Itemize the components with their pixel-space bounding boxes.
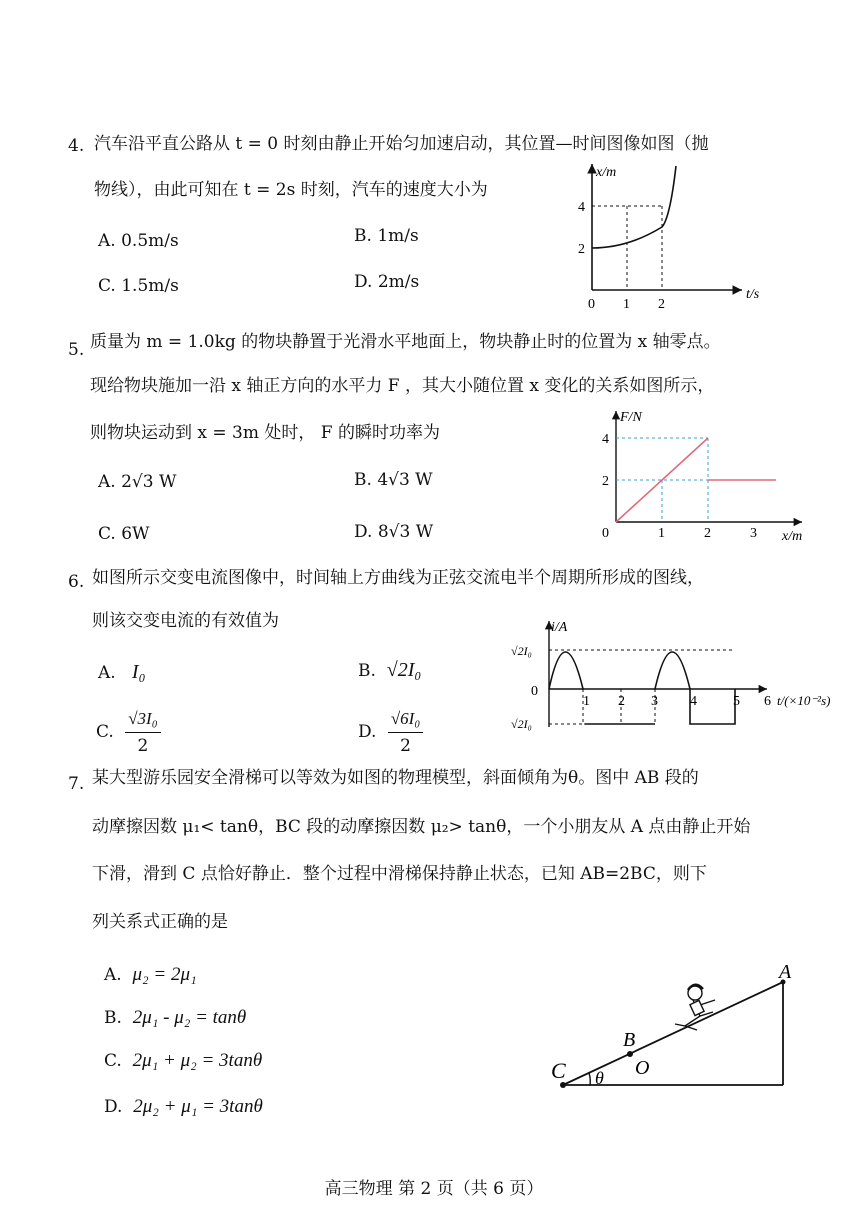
option-label: D.	[354, 522, 373, 542]
option-text: I₀	[131, 661, 146, 683]
fraction-denominator: 2	[137, 736, 149, 756]
q6-xtick-4: 4	[690, 694, 697, 709]
q7-label-theta: θ	[595, 1068, 604, 1088]
option-text: 4√3 W	[377, 470, 433, 490]
fraction-denominator: 2	[400, 736, 411, 756]
option-label: B.	[354, 470, 372, 490]
q5-number: 5.	[68, 340, 85, 360]
option-text: 8√3 W	[377, 522, 434, 542]
q5-option-a[interactable]	[98, 472, 176, 492]
q4-line1: 汽车沿平直公路从 t = 0 时刻由静止开始匀加速启动，其位置—时间图像如图（抛	[94, 134, 709, 154]
q5-xlabel: x/m	[782, 529, 803, 544]
q4-option-d[interactable]	[354, 272, 419, 292]
fraction	[388, 708, 423, 757]
q7-line2: 动摩擦因数 μ₁< tanθ，BC 段的动摩擦因数 μ₂> tanθ，一个小朋友从 A 点由静止开始	[92, 817, 751, 837]
option-text: √2I₀	[386, 659, 422, 681]
q5-option-d[interactable]	[354, 522, 433, 542]
q4-xtick-2: 2	[658, 297, 665, 310]
option-text: 0.5m/s	[121, 231, 179, 251]
q6-xlabel: t/(×10⁻²s)	[777, 693, 831, 708]
q7-slide-figure	[545, 960, 810, 1095]
q6-xtick-2: 2	[618, 694, 625, 709]
q5-ylabel: F/N	[620, 410, 642, 425]
q7-label-a: A	[779, 961, 792, 983]
q6-option-d[interactable]	[358, 708, 423, 757]
option-text: 2m/s	[377, 272, 420, 292]
option-text: 2μ₁ - μ₂ = tanθ	[132, 1007, 247, 1028]
q5-line2: 现给物块施加一沿 x 轴正方向的水平力 F ，其大小随位置 x 变化的关系如图所示，	[90, 376, 715, 396]
q6-ytop: √2I₀	[511, 644, 532, 658]
option-label: B.	[354, 226, 372, 246]
option-label: A.	[98, 231, 116, 251]
q5-xtick-2: 2	[704, 526, 711, 541]
q7-line4: 列关系式正确的是	[92, 912, 228, 932]
q5-force-position-graph	[592, 405, 820, 550]
fraction-numerator: √3I₀	[125, 708, 160, 733]
option-text: 2μ₁ + μ₂ = 3tanθ	[132, 1050, 263, 1071]
q6-xtick-5: 5	[733, 694, 740, 709]
option-label: C.	[98, 524, 116, 544]
option-text: 2√3 W	[121, 472, 177, 492]
q7-option-a[interactable]	[104, 965, 197, 985]
q7-option-c[interactable]	[104, 1051, 262, 1071]
q7-line3: 下滑，滑到 C 点恰好静止．整个过程中滑梯保持静止状态，已知 AB=2BC，则下	[92, 864, 707, 884]
q7-label-o: O	[635, 1057, 650, 1079]
q7-option-d[interactable]	[104, 1097, 263, 1117]
q6-xtick-3: 3	[651, 694, 658, 709]
q6-number: 6.	[68, 572, 85, 592]
q6-xtick-6: 6	[764, 694, 771, 709]
q5-ytick-2: 2	[602, 474, 609, 489]
q4-position-time-graph	[570, 158, 775, 310]
option-label: D.	[354, 272, 373, 292]
q7-option-b[interactable]	[104, 1008, 246, 1028]
option-text: 2μ₂ + μ₁ = 3tanθ	[133, 1096, 263, 1117]
option-label: A.	[98, 472, 116, 492]
option-label: D.	[358, 722, 377, 742]
q4-ytick-4: 4	[578, 200, 585, 215]
option-text: 6W	[121, 524, 150, 544]
option-text: μ₂ = 2μ₁	[132, 964, 197, 985]
q7-label-b: B	[623, 1029, 636, 1051]
q5-ytick-4: 4	[602, 432, 609, 447]
q6-xtick-1: 1	[583, 694, 590, 709]
q5-line1: 质量为 m = 1.0kg 的物块静置于光滑水平地面上，物块静止时的位置为 x 轴零点。	[90, 332, 721, 352]
option-label: D.	[104, 1097, 123, 1117]
q6-ylabel: i/A	[551, 620, 568, 635]
q7-line1: 某大型游乐园安全滑梯可以等效为如图的物理模型，斜面倾角为θ。图中 AB 段的	[92, 768, 699, 788]
q6-ybottom: √2I₀	[511, 717, 532, 731]
q4-xtick-0: 0	[588, 297, 595, 310]
option-text: 1m/s	[377, 226, 419, 246]
q5-xtick-1: 1	[658, 526, 665, 541]
q5-option-c[interactable]	[98, 524, 150, 544]
q6-option-b[interactable]	[358, 660, 421, 681]
q4-ytick-2: 2	[578, 242, 585, 257]
q6-option-c[interactable]	[96, 708, 161, 757]
q5-xtick-3: 3	[750, 526, 757, 541]
q6-zero: 0	[531, 684, 538, 699]
q4-xlabel: t/s	[746, 287, 760, 302]
q4-number: 4.	[68, 136, 85, 156]
q4-xtick-1: 1	[623, 297, 630, 310]
q5-line3: 则物块运动到 x = 3m 处时， F 的瞬时功率为	[90, 423, 440, 443]
q4-line2: 物线），由此可知在 t = 2s 时刻，汽车的速度大小为	[94, 180, 488, 200]
q6-line1: 如图所示交变电流图像中，时间轴上方曲线为正弦交流电半个周期所形成的图线，	[92, 568, 704, 588]
q4-option-a[interactable]	[98, 231, 179, 251]
option-label: A.	[98, 663, 116, 683]
q4-option-b[interactable]	[354, 226, 419, 246]
q7-number: 7.	[68, 774, 85, 794]
option-label: C.	[98, 276, 116, 296]
q6-option-a[interactable]	[98, 662, 146, 683]
fraction-numerator: √6I₀	[388, 708, 423, 733]
q5-option-b[interactable]	[354, 470, 433, 490]
option-label: C.	[96, 722, 114, 742]
option-text: 1.5m/s	[121, 276, 179, 296]
option-label: C.	[104, 1051, 122, 1071]
q4-option-c[interactable]	[98, 276, 179, 296]
q4-ylabel: x/m	[596, 165, 617, 180]
option-label: B.	[358, 661, 376, 681]
q6-current-time-graph	[505, 615, 850, 740]
q6-line2: 则该交变电流的有效值为	[92, 611, 279, 631]
option-label: B.	[104, 1008, 122, 1028]
fraction	[125, 708, 160, 757]
q7-label-c: C	[551, 1058, 566, 1083]
page-footer: 高三物理 第 2 页（共 6 页）	[324, 1179, 544, 1199]
option-label: A.	[104, 965, 122, 985]
q5-xtick-0: 0	[602, 526, 609, 541]
